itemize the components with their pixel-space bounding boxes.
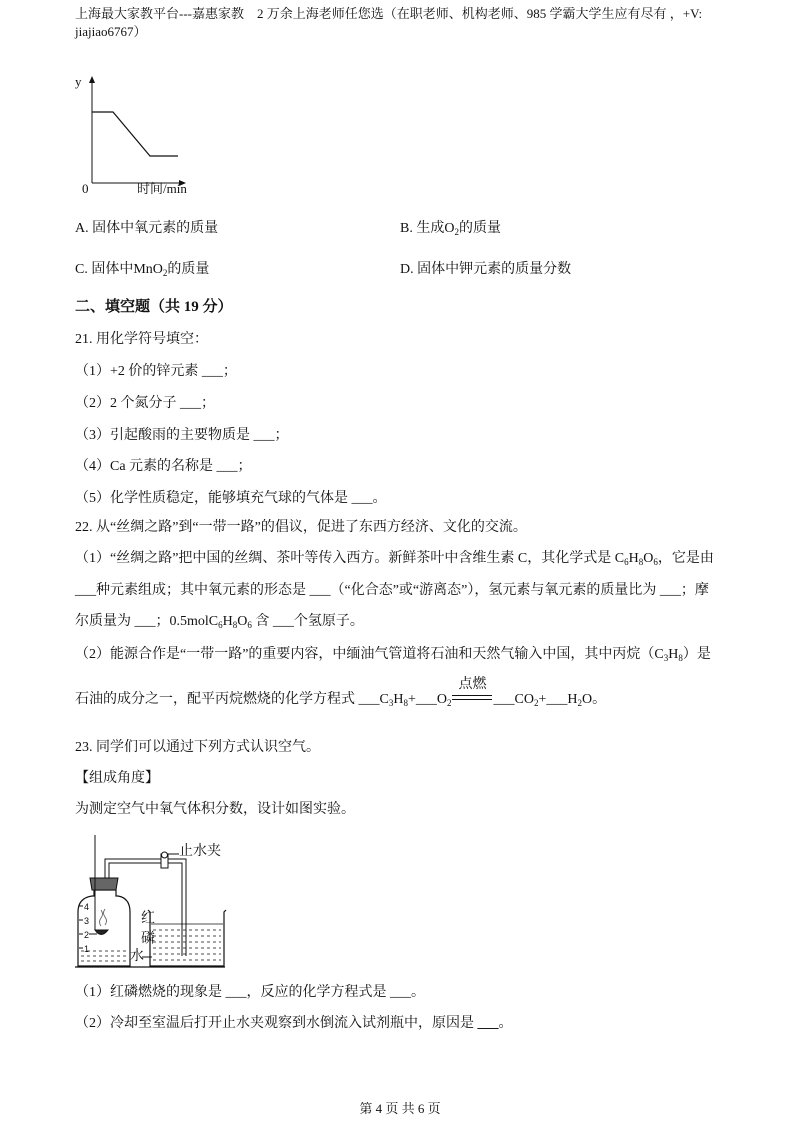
text-run: 的质量 bbox=[167, 262, 210, 277]
q22-part2-line-1 bbox=[75, 646, 711, 664]
q21-item-5 bbox=[75, 490, 387, 508]
text-run: B. 生成 bbox=[400, 221, 445, 236]
double-line-sign bbox=[452, 695, 492, 700]
text-run: 为测定空气中氧气体积分数，设计如图实验。 bbox=[75, 802, 355, 817]
text-run: +___O bbox=[407, 692, 447, 707]
subscript-text: 6 bbox=[247, 620, 252, 630]
option-b bbox=[400, 220, 501, 238]
text-run: 尔质量为 ___；0.5molC bbox=[75, 614, 219, 629]
text-run: ___ bbox=[477, 1016, 499, 1031]
text-run: ，它是由 bbox=[657, 551, 714, 566]
option-a bbox=[75, 220, 218, 238]
text-run: （2）能源合作是“一带一路”的重要内容，中缅油气管道将石油和天然气输入中国，其中丙烷（C bbox=[75, 647, 664, 662]
text-run: （3）引起酸雨的主要物质是 ___； bbox=[75, 428, 289, 443]
text-run: ___CO bbox=[493, 692, 534, 707]
header-line-2 bbox=[75, 23, 147, 41]
q21-item-3 bbox=[75, 427, 289, 445]
option-d bbox=[400, 261, 571, 279]
q21-stem bbox=[75, 331, 208, 349]
equation-products bbox=[493, 692, 606, 707]
subscript-text: 2 bbox=[446, 698, 452, 708]
q22-part1-line-3 bbox=[75, 613, 364, 631]
beaker bbox=[148, 910, 226, 966]
scale-mark-2: 2 bbox=[84, 930, 90, 940]
q23-intro bbox=[75, 801, 355, 819]
text-run: 21. 用化学符号填空： bbox=[75, 332, 208, 347]
beaker-water bbox=[153, 930, 221, 960]
header-line-1 bbox=[75, 5, 702, 23]
bottle-stopper bbox=[90, 878, 118, 890]
text-run: 【组成角度】 bbox=[75, 771, 159, 786]
text-run: H bbox=[668, 647, 679, 662]
text-run: jiajiao6767） bbox=[75, 24, 147, 39]
text-run: ___种元素组成；其中氧元素的形态是 ___（“化合态”或“游离态”），氢元素与氧元素的质量比为 ___；摩 bbox=[75, 583, 709, 598]
text-run: （1）“丝绸之路”把中国的丝绸、茶叶等传入西方。新鲜茶叶中含维生素 C，其化学式是 C bbox=[75, 551, 625, 566]
text-run: O。 bbox=[581, 692, 607, 707]
text-run: 22. 从“丝绸之路”到“一带一路”的倡议，促进了东西方经济、文化的交流。 bbox=[75, 520, 527, 535]
text-run: （2）冷却至室温后打开止水夹观察到水倒流入试剂瓶中，原因是 bbox=[75, 1016, 478, 1031]
subscript-text: 2 bbox=[577, 698, 582, 708]
text-run: H bbox=[393, 692, 404, 707]
text-run: （5）化学性质稳定，能够填充气球的气体是 ___。 bbox=[75, 491, 387, 506]
text-run: 二、填空题（共 19 分） bbox=[75, 299, 233, 315]
option-c bbox=[75, 261, 209, 279]
q22-part1-line-1 bbox=[75, 550, 714, 568]
bottle-scale bbox=[79, 906, 83, 948]
clamp-screw bbox=[162, 852, 168, 858]
q22-part1-line-2 bbox=[75, 582, 709, 600]
q23-item-2 bbox=[75, 1015, 513, 1033]
text-run: 石油的成分之一，配平丙烷燃烧的化学方程式 ___C bbox=[75, 692, 389, 707]
text-run: +___H bbox=[538, 692, 578, 707]
text-run: D. 固体中钾元素的质量分数 bbox=[400, 262, 572, 277]
red-phosphorus-label: 红磷 bbox=[139, 910, 154, 950]
text-run: ）是 bbox=[682, 647, 711, 662]
subscript-text: 6 bbox=[624, 557, 629, 567]
scale-mark-4: 4 bbox=[84, 902, 90, 912]
text-run: 上海最大家教平台---嘉惠家教 2 万余上海老师任您选（在职老师、机构老师、985 学霸大学生应有尽有 ，+V: bbox=[75, 6, 703, 21]
graph-origin-label: 0 bbox=[82, 181, 89, 196]
text-run: 23. 同学们可以通过下列方式认识空气。 bbox=[75, 740, 320, 755]
smoke bbox=[100, 909, 107, 926]
q23-stem bbox=[75, 739, 320, 757]
subscript-text: 8 bbox=[232, 620, 238, 630]
q23-heading bbox=[75, 770, 159, 788]
q21-item-1 bbox=[75, 363, 237, 381]
q21-item-2 bbox=[75, 395, 215, 413]
text-run: O bbox=[444, 221, 455, 236]
text-run: H bbox=[628, 551, 639, 566]
y-axis-arrow bbox=[89, 76, 95, 83]
text-run: MnO bbox=[133, 262, 163, 277]
q23-item-1 bbox=[75, 984, 425, 1002]
reaction-condition-text: 点燃 bbox=[458, 677, 487, 692]
text-run: 的质量 bbox=[458, 221, 501, 236]
subscript-text: 2 bbox=[533, 698, 539, 708]
subscript-text: 3 bbox=[663, 653, 669, 663]
subscript-text: 2 bbox=[454, 227, 459, 237]
text-run: （1）+2 价的锌元素 ___； bbox=[75, 364, 237, 379]
text-run: O bbox=[237, 614, 248, 629]
subscript-text: 3 bbox=[388, 698, 394, 708]
subscript-text: 8 bbox=[638, 557, 644, 567]
graph-x-label: 时间/min bbox=[137, 181, 187, 196]
subscript-text: 6 bbox=[218, 620, 223, 630]
clamp-label: 止水夹 bbox=[179, 844, 221, 859]
page-footer: 第 4 页 共 6 页 bbox=[359, 1101, 441, 1116]
text-run: C. 固体中 bbox=[75, 262, 134, 277]
q22-stem bbox=[75, 519, 527, 537]
scale-mark-1: 1 bbox=[84, 944, 90, 954]
graph-curve bbox=[92, 112, 178, 156]
reaction-condition bbox=[452, 677, 492, 709]
subscript-text: 8 bbox=[403, 698, 408, 708]
water-label: 水 bbox=[130, 949, 144, 964]
section-title bbox=[75, 298, 233, 316]
text-run: 含 ___个氢原子。 bbox=[251, 614, 364, 629]
text-run: 。 bbox=[498, 1016, 513, 1031]
equation-reactants bbox=[75, 692, 451, 707]
text-run: A. 固体中氧元素的质量 bbox=[75, 221, 219, 236]
subscript-text: 6 bbox=[653, 557, 658, 567]
q22-equation-line bbox=[75, 677, 607, 709]
text-run: O bbox=[643, 551, 654, 566]
subscript-text: 2 bbox=[162, 268, 168, 278]
text-run: （1）红磷燃烧的现象是 ___，反应的化学方程式是 ___。 bbox=[75, 985, 425, 1000]
text-run: （2）2 个氮分子 ___； bbox=[75, 396, 215, 411]
scale-mark-3: 3 bbox=[84, 916, 90, 926]
subscript-text: 8 bbox=[678, 653, 683, 663]
text-run: H bbox=[222, 614, 233, 629]
graph-y-label: y bbox=[75, 74, 82, 89]
text-run: （4）Ca 元素的名称是 ___； bbox=[75, 459, 252, 474]
q21-item-4 bbox=[75, 458, 252, 476]
